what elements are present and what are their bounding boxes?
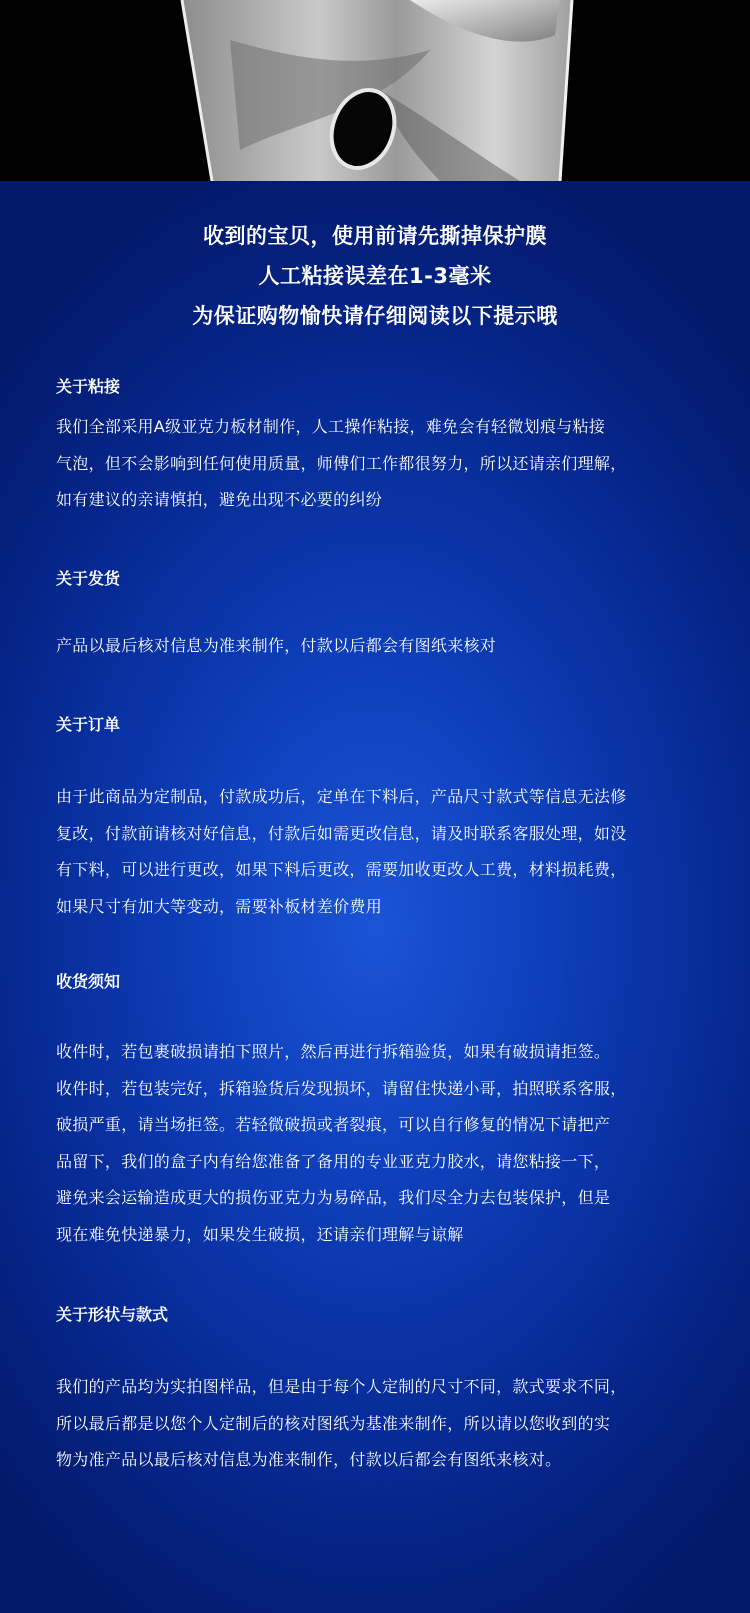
section-title-receiving: 收货须知 bbox=[56, 972, 121, 991]
section-title-bonding: 关于粘接 bbox=[56, 377, 121, 396]
paragraph-line: 收件时，若包装完好，拆箱验货后发现损坏，请留住快递小哥，拍照联系客服， bbox=[56, 1078, 627, 1098]
section-body-orders bbox=[56, 779, 724, 925]
headline-line-1: 收到的宝贝，使用前请先撕掉保护膜 bbox=[203, 224, 547, 248]
acrylic-panel-image bbox=[0, 0, 750, 181]
paragraph-line: 有下料，可以进行更改，如果下料后更改，需要加收更改人工费，材料损耗费， bbox=[56, 860, 627, 879]
product-photo bbox=[0, 0, 750, 181]
headline-line-3: 为保证购物愉快请仔细阅读以下提示哦 bbox=[192, 304, 558, 328]
paragraph-line: 所以最后都是以您个人定制后的核对图纸为基准来制作，所以请以您收到的实 bbox=[56, 1413, 611, 1433]
paragraph-line: 由于此商品为定制品，付款成功后，定单在下料后，产品尺寸款式等信息无法修 bbox=[56, 787, 627, 806]
section-body-bonding bbox=[56, 409, 724, 519]
section-body-shape-style bbox=[56, 1369, 724, 1479]
paragraph-line: 破损严重，请当场拒签。若轻微破损或者裂痕，可以自行修复的情况下请把产 bbox=[56, 1115, 611, 1134]
section-body-shipping bbox=[56, 628, 724, 665]
paragraph-line: 避免来会运输造成更大的损伤亚克力为易碎品，我们尽全力去包装保护，但是 bbox=[56, 1188, 611, 1207]
paragraph-line: 收件时，若包裹破损请拍下照片，然后再进行拆箱验货，如果有破损请拒签。 bbox=[56, 1042, 611, 1061]
headline-line-2: 人工粘接误差在1-3毫米 bbox=[258, 264, 492, 288]
section-title-orders: 关于订单 bbox=[56, 715, 121, 734]
section-body-receiving bbox=[56, 1034, 724, 1253]
section-title-shape-style: 关于形状与款式 bbox=[56, 1305, 169, 1324]
paragraph-line: 我们的产品均为实拍图样品，但是由于每个人定制的尺寸不同，款式要求不同， bbox=[56, 1377, 627, 1396]
paragraph-line: 现在难免快递暴力，如果发生破损，还请亲们理解与谅解 bbox=[56, 1224, 464, 1244]
paragraph-line: 复改，付款前请核对好信息，付款后如需更改信息，请及时联系客服处理，如没 bbox=[56, 823, 627, 843]
paragraph-line: 我们全部采用A级亚克力板材制作，人工操作粘接，难免会有轻微划痕与粘接 bbox=[56, 417, 606, 436]
paragraph-line: 如有建议的亲请慎拍，避免出现不必要的纠纷 bbox=[56, 490, 383, 509]
paragraph-line: 物为准产品以最后核对信息为准来制作，付款以后都会有图纸来核对。 bbox=[56, 1450, 562, 1469]
section-title-shipping: 关于发货 bbox=[56, 569, 121, 588]
paragraph-line: 产品以最后核对信息为准来制作，付款以后都会有图纸来核对 bbox=[56, 636, 497, 655]
paragraph-line: 气泡，但不会影响到任何使用质量，师傅们工作都很努力，所以还请亲们理解， bbox=[56, 453, 627, 473]
paragraph-line: 如果尺寸有加大等变动，需要补板材差价费用 bbox=[56, 896, 383, 916]
paragraph-line: 品留下，我们的盒子内有给您准备了备用的专业亚克力胶水，请您粘接一下， bbox=[56, 1151, 611, 1171]
